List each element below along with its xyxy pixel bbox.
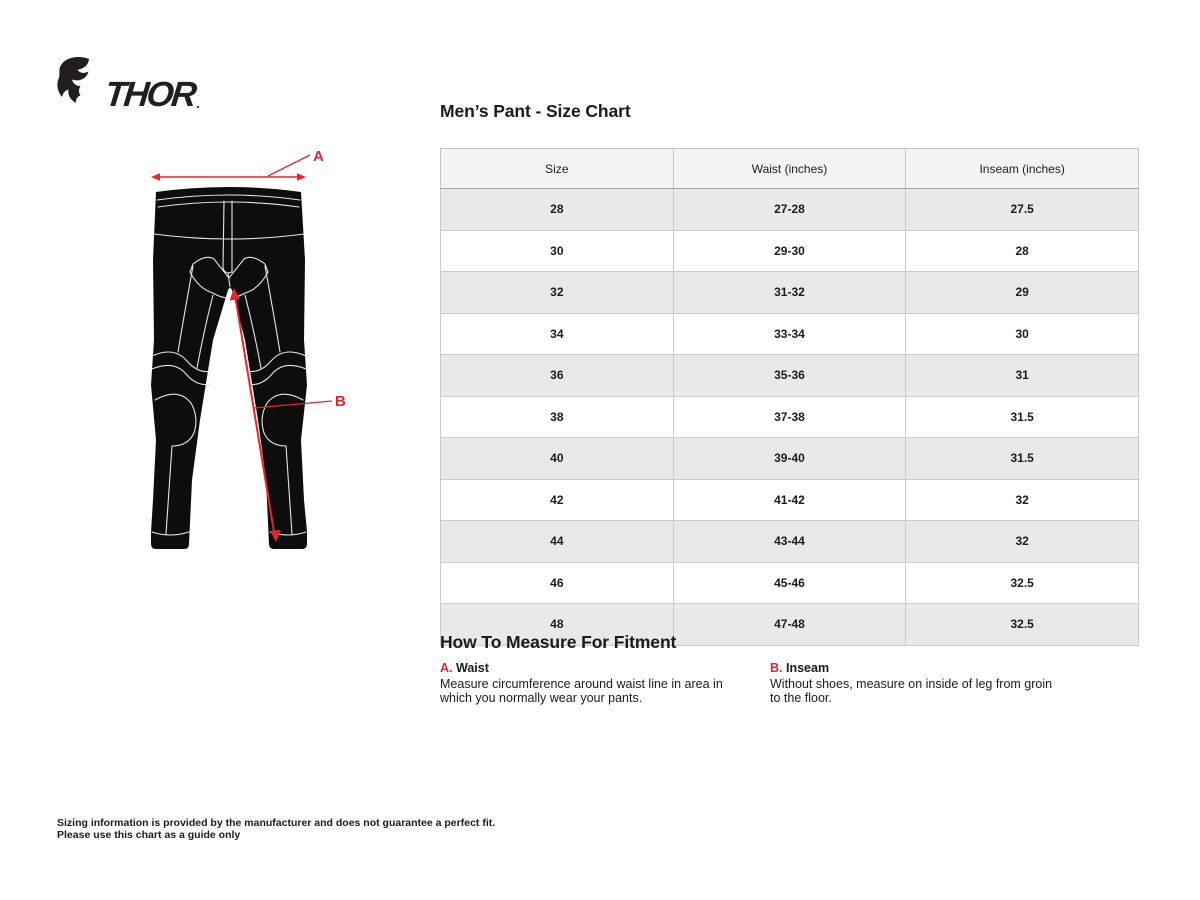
table-cell: 40 bbox=[441, 438, 674, 480]
size-table-header-row bbox=[441, 149, 1139, 189]
table-cell: 34 bbox=[441, 313, 674, 355]
table-row bbox=[441, 230, 1139, 272]
table-cell: 30 bbox=[441, 230, 674, 272]
measure-waist-label-text: Waist bbox=[455, 661, 489, 675]
table-cell: 42 bbox=[441, 479, 674, 521]
table-cell: 38 bbox=[441, 396, 674, 438]
table-row bbox=[441, 479, 1139, 521]
table-cell: 43-44 bbox=[673, 521, 906, 563]
column-header: Size bbox=[441, 149, 674, 189]
table-cell: 37-38 bbox=[673, 396, 906, 438]
table-cell: 32.5 bbox=[906, 604, 1139, 646]
waist-label-a: A bbox=[313, 148, 324, 165]
table-cell: 48 bbox=[441, 604, 674, 646]
table-cell: 32 bbox=[441, 272, 674, 314]
table-cell: 27-28 bbox=[673, 189, 906, 231]
table-cell: 41-42 bbox=[673, 479, 906, 521]
measure-inseam-block bbox=[770, 661, 1058, 706]
table-cell: 31-32 bbox=[673, 272, 906, 314]
size-chart-table bbox=[440, 148, 1139, 646]
table-row bbox=[441, 438, 1139, 480]
table-cell: 31.5 bbox=[906, 438, 1139, 480]
table-cell: 28 bbox=[906, 230, 1139, 272]
waist-measure-arrow bbox=[151, 155, 310, 181]
pants-silhouette bbox=[151, 187, 307, 549]
measure-waist-block bbox=[440, 661, 742, 706]
measure-inseam-label bbox=[770, 661, 1058, 676]
table-cell: 29 bbox=[906, 272, 1139, 314]
table-cell: 39-40 bbox=[673, 438, 906, 480]
table-cell: 32.5 bbox=[906, 562, 1139, 604]
table-row bbox=[441, 562, 1139, 604]
brand-logo bbox=[52, 56, 200, 114]
measure-letter-a: A. bbox=[440, 661, 453, 675]
table-cell: 47-48 bbox=[673, 604, 906, 646]
thor-goat-icon bbox=[52, 56, 102, 111]
table-cell: 31 bbox=[906, 355, 1139, 397]
table-cell: 32 bbox=[906, 521, 1139, 563]
size-table-body bbox=[441, 189, 1139, 646]
table-cell: 31.5 bbox=[906, 396, 1139, 438]
table-row bbox=[441, 396, 1139, 438]
disclaimer-line-1: Sizing information is provided by the manufacturer and does not guarantee a perfect fit. bbox=[57, 817, 496, 829]
table-cell: 32 bbox=[906, 479, 1139, 521]
table-cell: 45-46 bbox=[673, 562, 906, 604]
table-cell: 28 bbox=[441, 189, 674, 231]
brand-wordmark: THOR bbox=[103, 74, 197, 114]
table-cell: 35-36 bbox=[673, 355, 906, 397]
table-cell: 29-30 bbox=[673, 230, 906, 272]
table-row bbox=[441, 521, 1139, 563]
table-cell: 46 bbox=[441, 562, 674, 604]
table-cell: 44 bbox=[441, 521, 674, 563]
brand-wordmark-period: . bbox=[196, 96, 200, 111]
size-chart-title: Men’s Pant - Size Chart bbox=[440, 101, 631, 121]
table-row bbox=[441, 189, 1139, 231]
inseam-label-b: B bbox=[335, 393, 346, 410]
table-cell: 36 bbox=[441, 355, 674, 397]
measure-waist-label bbox=[440, 661, 742, 676]
table-row bbox=[441, 272, 1139, 314]
table-row bbox=[441, 313, 1139, 355]
measure-letter-b: B. bbox=[770, 661, 783, 675]
table-cell: 27.5 bbox=[906, 189, 1139, 231]
sizing-disclaimer bbox=[57, 817, 495, 841]
measure-inseam-label-text: Inseam bbox=[785, 661, 830, 675]
table-row bbox=[441, 355, 1139, 397]
measure-waist-description: Measure circumference around waist line in area in which you normally wear your pants. bbox=[440, 676, 723, 705]
disclaimer-line-2: Please use this chart as a guide only bbox=[57, 829, 241, 841]
pants-measurement-diagram bbox=[118, 140, 378, 585]
table-cell: 33-34 bbox=[673, 313, 906, 355]
column-header: Waist (inches) bbox=[673, 149, 906, 189]
table-cell: 30 bbox=[906, 313, 1139, 355]
column-header: Inseam (inches) bbox=[906, 149, 1139, 189]
how-to-measure-title: How To Measure For Fitment bbox=[440, 632, 677, 652]
measure-inseam-description: Without shoes, measure on inside of leg from groin to the floor. bbox=[770, 676, 1053, 705]
